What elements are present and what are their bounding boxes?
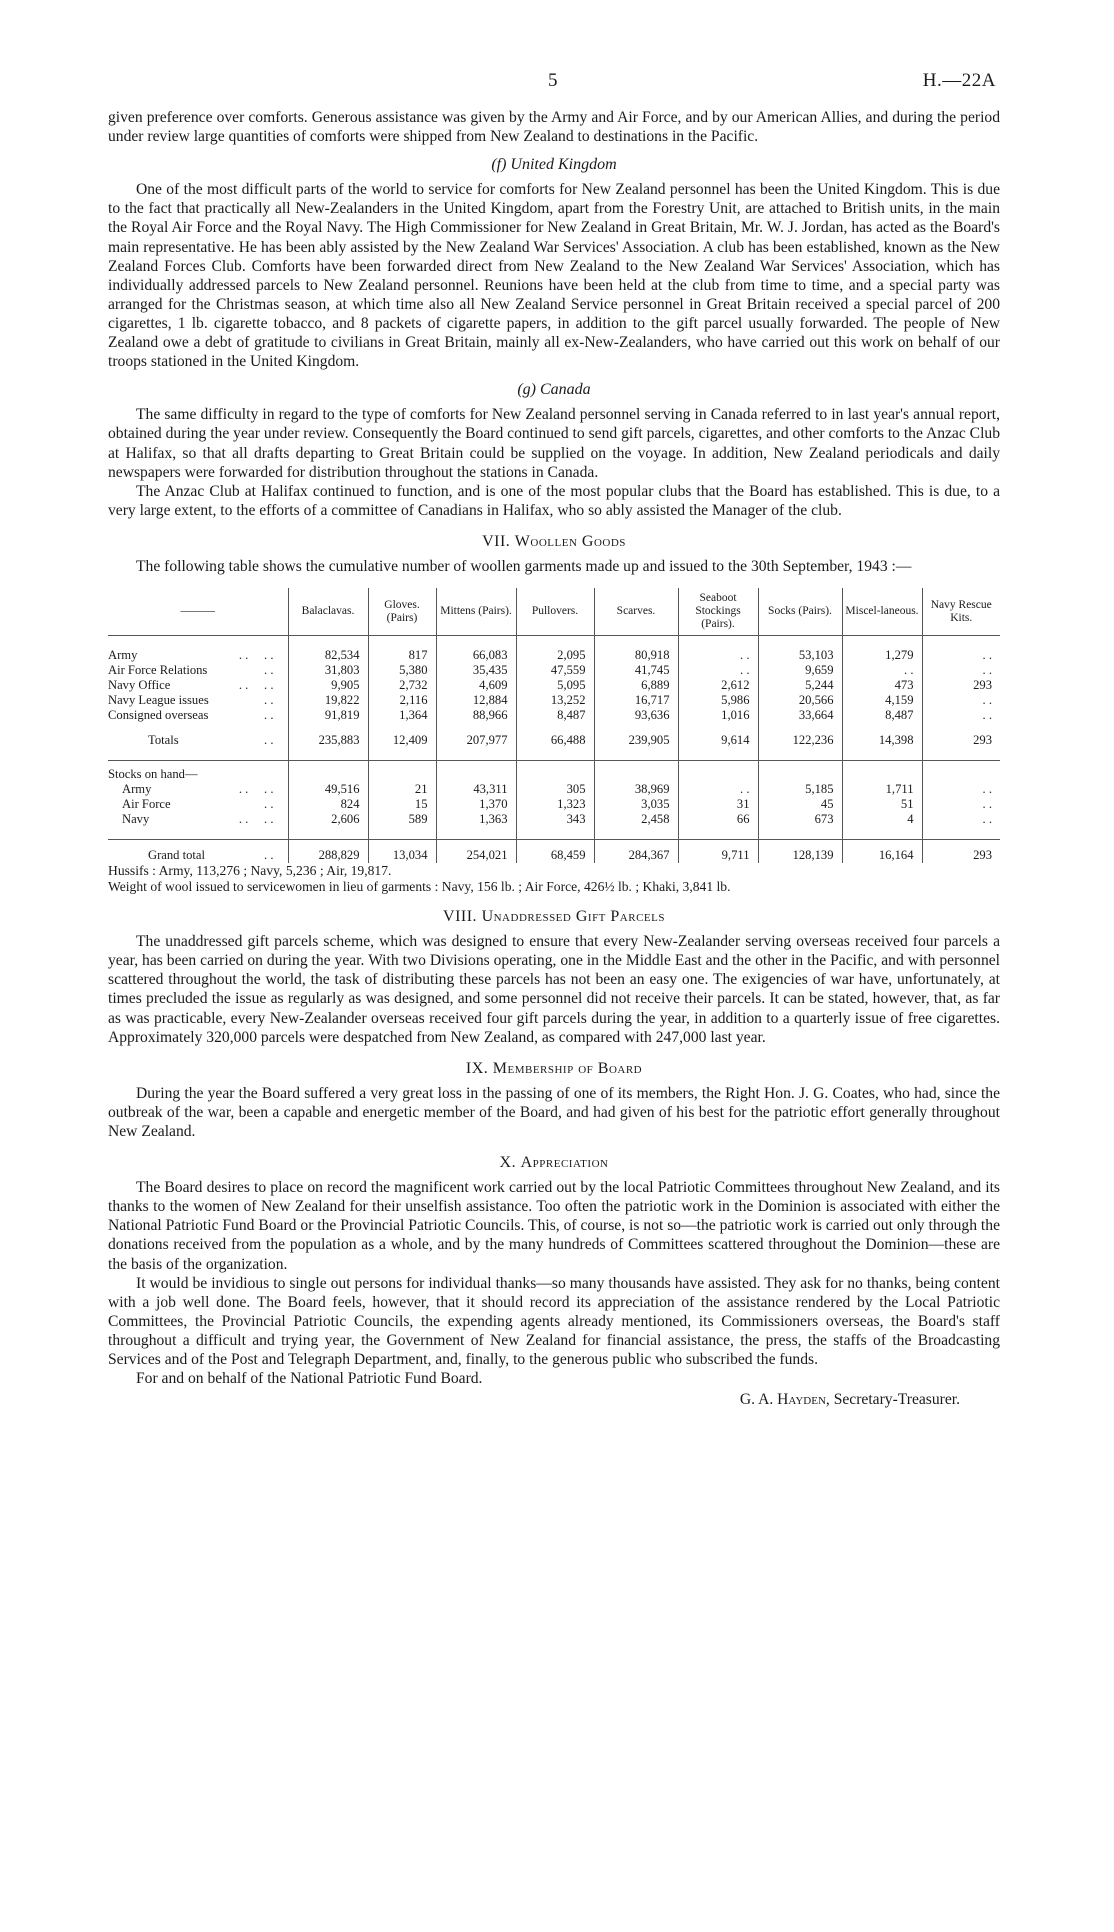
row-label: [108, 708, 288, 723]
table-row-stock: [108, 797, 1000, 812]
table-cell: 817: [368, 648, 436, 663]
table-spacer-cell: [516, 827, 594, 840]
table-cell: 207,977: [436, 723, 516, 761]
table-cell: 12,884: [436, 693, 516, 708]
row-label-text: Air Force Relations: [108, 663, 208, 678]
table-cell: 1,323: [516, 797, 594, 812]
table-spacer-cell: [594, 636, 678, 649]
hussifs-note: Hussifs : Army, 113,276 ; Navy, 5,236 ; Air, 19,817.: [108, 863, 392, 879]
column-header: Pullovers.: [516, 588, 594, 636]
table-spacer-cell: [922, 636, 1000, 649]
table-spacer-cell: [288, 827, 368, 840]
uk-paragraph: One of the most difficult parts of the world to service for comforts for New Zealand personnel has been the United Kingdom. This is due to the fact that practically all New-Zealanders in the United Kingdom, apart from the Forestry Unit, are attached to British units, in the main the Royal Air Force and the Royal Navy. The High Commissioner for New Zealand in Great Britain, Mr. W. J. Jordan, has acted as the Board's main representative. He has been ably assisted by the New Zealand War Services' Association. A club has been established, known as the New Zealand Forces Club. Comforts have been forwarded direct from New Zealand to the New Zealand War Services' Association, which has individually addressed parcels to New Zealand personnel. Reunions have been held at the club from time to time, and a special party was arranged for the Christmas season, at which time also all New Zealand Service personnel in Great Britain received a special parcel of 200 cigarettes, 1 lb. cigarette tobacco, and 8 packets of cigarette papers, in addition to the gift parcel usually forwarded. The people of New Zealand owe a debt of gratitude to civilians in Great Britain, mainly all ex-New-Zealanders, who have carried out this work on behalf of our troops stationed in the United Kingdom.: [108, 181, 1000, 371]
table-cell: 2,606: [288, 812, 368, 827]
table-cell: 21: [368, 782, 436, 797]
appreciation-paragraph-1: The Board desires to place on record the magnificent work carried out by the local Patriotic Committees throughout New Zealand, and its thanks to the women of New Zealand for their unselfish assistance. Too often the patriotic work in the Dominion is associated with either the National Patriotic Fund Board or the Provincial Patriotic Councils. This, of course, is not so—the patriotic work is carried out only through the donations received from the population as a whole, and by the many hundreds of Committees scattered throughout the Dominion—these are the basis of the organization.: [108, 1179, 1000, 1273]
row-leader-dots: . . . .: [238, 678, 274, 693]
table-cell: 31,803: [288, 663, 368, 678]
table-spacer-cell: [288, 636, 368, 649]
table-row: [108, 648, 1000, 663]
table-cell: [594, 761, 678, 783]
table-cell: . .: [922, 708, 1000, 723]
membership-paragraph: During the year the Board suffered a very great loss in the passing of one of its members, the Right Hon. J. G. Coates, who had, since the outbreak of the war, been a capable and energetic member of the Board, and had given of his best for the patriotic effort generally throughout New Zealand.: [108, 1084, 1000, 1140]
row-label-text: Army: [108, 648, 138, 663]
table-cell: 4,609: [436, 678, 516, 693]
table-cell: . .: [922, 812, 1000, 827]
table-cell: [758, 761, 842, 783]
canada-paragraph-1: The same difficulty in regard to the type of comforts for New Zealand personnel serving in Canada referred to in last year's annual report, obtained during the year under review. Consequently the Board continued to send gift parcels, cigarettes, and other comforts to the Anzac Club at Halifax, so that all drafts departing to Great Britain could be supplied on the voyage. In addition, New Zealand periodicals and daily newspapers were forwarded for distribution throughout the stations in Canada.: [108, 406, 1000, 481]
column-header: Seaboot Stockings (Pairs).: [678, 588, 758, 636]
appreciation-heading-text: Appreciation: [520, 1154, 609, 1172]
table-cell: [516, 761, 594, 783]
table-cell: 1,363: [436, 812, 516, 827]
column-header: Balaclavas.: [288, 588, 368, 636]
table-cell: 1,016: [678, 708, 758, 723]
column-header: Mittens (Pairs).: [436, 588, 516, 636]
table-cell: . .: [922, 663, 1000, 678]
table-cell: 16,164: [842, 840, 922, 864]
section-heading-uk: (f) United Kingdom: [491, 156, 617, 174]
table-spacer-cell: [516, 636, 594, 649]
row-label-text: Air Force: [122, 797, 171, 812]
table-cell: . .: [678, 663, 758, 678]
table-spacer-cell: [842, 827, 922, 840]
section-heading-gift-parcels: [108, 907, 1000, 926]
row-label-text: Consigned overseas: [108, 708, 209, 723]
table-cell: 66,488: [516, 723, 594, 761]
table-cell: 288,829: [288, 840, 368, 864]
row-label: [108, 782, 288, 797]
table-cell: 13,034: [368, 840, 436, 864]
row-label: [108, 840, 288, 864]
table-cell: 2,612: [678, 678, 758, 693]
table-cell: 5,095: [516, 678, 594, 693]
table-cell: 9,614: [678, 723, 758, 761]
row-leader-dots: . .: [264, 693, 274, 708]
table-cell: 51: [842, 797, 922, 812]
gift-parcels-paragraph: The unaddressed gift parcels scheme, which was designed to ensure that every New-Zealander serving overseas received four parcels a year, has been carried on during the year. With two Divisions operating, one in the Middle East and the other in the Pacific, and with personnel scattered throughout the world, the task of distributing these parcels has not been an easy one. The exigencies of war have, unfortunately, at times precluded the issue as regularly as was designed, and some personnel did not receive their parcels. It can be stated, however, that, as far as was practicable, every New-Zealander overseas received four gift parcels during the year, in addition to a quarterly issue of free cigarettes. Approximately 320,000 parcels were despatched from New Zealand, as compared with 247,000 last year.: [108, 933, 1000, 1046]
table-cell: 35,435: [436, 663, 516, 678]
row-label: [108, 723, 288, 761]
row-label: [108, 678, 288, 693]
canada-paragraph-2: The Anzac Club at Halifax continued to function, and is one of the most popular clubs that the Board has established. This is due, to a very large extent, to the efforts of a committee of Canadians in Halifax, who so ably assisted the Manager of the club.: [108, 482, 1000, 519]
table-cell: 6,889: [594, 678, 678, 693]
row-label: [108, 693, 288, 708]
table-spacer-row: [108, 636, 1000, 649]
stocks-heading: Stocks on hand—: [108, 767, 198, 782]
table-cell: . .: [922, 797, 1000, 812]
table-spacer-row: [108, 827, 1000, 840]
table-cell: 824: [288, 797, 368, 812]
column-header: Socks (Pairs).: [758, 588, 842, 636]
table-row: [108, 663, 1000, 678]
table-spacer-cell: [368, 827, 436, 840]
table-row-stock: [108, 812, 1000, 827]
table-spacer-cell: [436, 636, 516, 649]
table-cell: 19,822: [288, 693, 368, 708]
row-label-text: Army: [122, 782, 152, 797]
table-cell: 5,244: [758, 678, 842, 693]
table-row: [108, 693, 1000, 708]
table-cell: [436, 761, 516, 783]
signature-name: G. A. Hayden,: [739, 1391, 830, 1409]
table-cell: 293: [922, 840, 1000, 864]
row-leader-dots: . .: [264, 797, 274, 812]
row-label-text: Navy Office: [108, 678, 171, 693]
table-cell: 88,966: [436, 708, 516, 723]
table-cell: 12,409: [368, 723, 436, 761]
table-cell: 47,559: [516, 663, 594, 678]
table-cell: 8,487: [516, 708, 594, 723]
table-spacer-cell: [368, 636, 436, 649]
table-cell: 2,732: [368, 678, 436, 693]
gift-heading-number: VIII.: [443, 908, 478, 926]
table-cell: 8,487: [842, 708, 922, 723]
table-cell: 5,986: [678, 693, 758, 708]
table-cell: 38,969: [594, 782, 678, 797]
table-cell: [922, 761, 1000, 783]
table-cell: 3,035: [594, 797, 678, 812]
table-cell: 1,711: [842, 782, 922, 797]
intro-paragraph: given preference over comforts. Generous assistance was given by the Army and Air Force, and by our American Allies, and during the period under review large quantities of comforts were shipped from New Zealand to destinations in the Pacific.: [108, 109, 1000, 146]
signature-block: [108, 1390, 960, 1409]
table-cell: 49,516: [288, 782, 368, 797]
section-heading-appreciation: [108, 1153, 1000, 1172]
row-leader-dots: . .: [264, 663, 274, 678]
document-reference: H.—22A: [922, 70, 996, 91]
table-cell: 13,252: [516, 693, 594, 708]
table-row: [108, 678, 1000, 693]
appreciation-heading-number: X.: [499, 1154, 517, 1172]
appreciation-paragraph-2: It would be invidious to single out persons for individual thanks—so many thousands have assisted. They ask for no thanks, being content with a job well done. The Board feels, however, that it should record its appreciation of the assistance rendered by the Local Patriotic Committees, the Provincial Patriotic Councils, the expending agents already mentioned, its Commissioners overseas, the Board's staff throughout a difficult and trying year, the Government of New Zealand for financial assistance, the press, the staffs of the Broadcasting Services and of the Post and Telegraph Department, and, finally, to the generous public who subscribed the funds.: [108, 1274, 1000, 1369]
table-cell: 293: [922, 678, 1000, 693]
table-cell: 14,398: [842, 723, 922, 761]
stocks-heading-row: [108, 761, 1000, 783]
table-spacer-cell: [678, 827, 758, 840]
table-cell: 91,819: [288, 708, 368, 723]
document-body: [108, 108, 1000, 1409]
table-cell: . .: [922, 693, 1000, 708]
table-cell: 20,566: [758, 693, 842, 708]
column-header: Navy Rescue Kits.: [922, 588, 1000, 636]
row-label-text: Totals: [148, 733, 179, 748]
table-cell: 2,116: [368, 693, 436, 708]
page-number: 5: [548, 70, 558, 91]
stub-header: ———: [108, 588, 288, 636]
table-cell: 1,370: [436, 797, 516, 812]
table-cell: 93,636: [594, 708, 678, 723]
membership-heading-text: Membership of Board: [492, 1059, 643, 1077]
row-label-text: Navy League issues: [108, 693, 209, 708]
table-cell: 343: [516, 812, 594, 827]
table-cell: 293: [922, 723, 1000, 761]
column-header: Miscel-laneous.: [842, 588, 922, 636]
table-cell: 1,364: [368, 708, 436, 723]
row-leader-dots: . . . .: [238, 782, 274, 797]
table-spacer-cell: [758, 827, 842, 840]
table-row-totals: [108, 723, 1000, 761]
row-label-text: Navy: [122, 812, 150, 827]
table-cell: 45: [758, 797, 842, 812]
table-spacer-cell: [842, 636, 922, 649]
table-cell: . .: [678, 648, 758, 663]
table-cell: 80,918: [594, 648, 678, 663]
page-header: [0, 70, 1114, 98]
gift-heading-text: Unaddressed Gift Parcels: [481, 908, 665, 926]
row-leader-dots: . .: [264, 708, 274, 723]
table-cell: 31: [678, 797, 758, 812]
section-heading-woollen: [108, 532, 1000, 551]
table-cell: 1,279: [842, 648, 922, 663]
table-cell: 589: [368, 812, 436, 827]
table-cell: 15: [368, 797, 436, 812]
table-header-row: [108, 588, 1000, 636]
table-cell: 68,459: [516, 840, 594, 864]
table-cell: 284,367: [594, 840, 678, 864]
wool-weight-note: Weight of wool issued to servicewomen in lieu of garments : Navy, 156 lb. ; Air Force, 426½ lb. ; Khaki, 3,841 lb.: [108, 879, 731, 895]
table-cell: 673: [758, 812, 842, 827]
row-label: [108, 812, 288, 827]
section-heading-membership: [108, 1059, 1000, 1078]
table-cell: [288, 761, 368, 783]
table-cell: [842, 761, 922, 783]
table-spacer-cell: [594, 827, 678, 840]
table-cell: 305: [516, 782, 594, 797]
table-cell: 4: [842, 812, 922, 827]
column-header: Scarves.: [594, 588, 678, 636]
table-cell: 239,905: [594, 723, 678, 761]
row-label-text: Grand total: [148, 848, 206, 863]
row-leader-dots: . .: [264, 848, 274, 863]
table-cell: 9,905: [288, 678, 368, 693]
table-cell: 5,185: [758, 782, 842, 797]
table-row-grand-total: [108, 840, 1000, 864]
table-cell: 254,021: [436, 840, 516, 864]
table-cell: 82,534: [288, 648, 368, 663]
membership-heading-number: IX.: [465, 1059, 489, 1077]
table-cell: 235,883: [288, 723, 368, 761]
table-row-stock: [108, 782, 1000, 797]
table-cell: 41,745: [594, 663, 678, 678]
table-spacer-cell: [436, 827, 516, 840]
table-spacer-cell: [922, 827, 1000, 840]
table-cell: . .: [922, 782, 1000, 797]
table-cell: 33,664: [758, 708, 842, 723]
table-cell: [368, 761, 436, 783]
table-cell: 2,095: [516, 648, 594, 663]
table-spacer-cell: [758, 636, 842, 649]
closing-line: For and on behalf of the National Patriotic Fund Board.: [136, 1370, 483, 1388]
table-spacer-cell: [108, 827, 288, 840]
row-label: [108, 797, 288, 812]
row-label: [108, 663, 288, 678]
row-label: [108, 648, 288, 663]
row-leader-dots: . . . .: [238, 812, 274, 827]
table-cell: 122,236: [758, 723, 842, 761]
table-cell: 9,711: [678, 840, 758, 864]
table-cell: 473: [842, 678, 922, 693]
woollen-intro: The following table shows the cumulative number of woollen garments made up and issued to the 30th September, 1943 :—: [136, 557, 912, 575]
table-cell: 16,717: [594, 693, 678, 708]
table-cell: 9,659: [758, 663, 842, 678]
table-spacer-cell: [108, 636, 288, 649]
table-cell: 66,083: [436, 648, 516, 663]
table-cell: 66: [678, 812, 758, 827]
table-cell: 5,380: [368, 663, 436, 678]
table-cell: . .: [678, 782, 758, 797]
section-heading-canada: (g) Canada: [517, 381, 591, 399]
table-body: [108, 636, 1000, 864]
woollen-goods-table: [108, 588, 1000, 863]
table-cell: . .: [922, 648, 1000, 663]
table-cell: [678, 761, 758, 783]
table-spacer-cell: [678, 636, 758, 649]
signature-title: Secretary-Treasurer.: [833, 1391, 960, 1409]
row-leader-dots: . .: [264, 733, 274, 748]
table-cell: 128,139: [758, 840, 842, 864]
table-row: [108, 708, 1000, 723]
woollen-heading-number: VII.: [482, 532, 511, 550]
row-leader-dots: . . . .: [238, 648, 274, 663]
table-cell: 2,458: [594, 812, 678, 827]
table-cell: 43,311: [436, 782, 516, 797]
table-cell: 4,159: [842, 693, 922, 708]
table-cell: 53,103: [758, 648, 842, 663]
column-header: Gloves. (Pairs): [368, 588, 436, 636]
table-cell: . .: [842, 663, 922, 678]
woollen-heading-text: Woollen Goods: [514, 532, 626, 550]
